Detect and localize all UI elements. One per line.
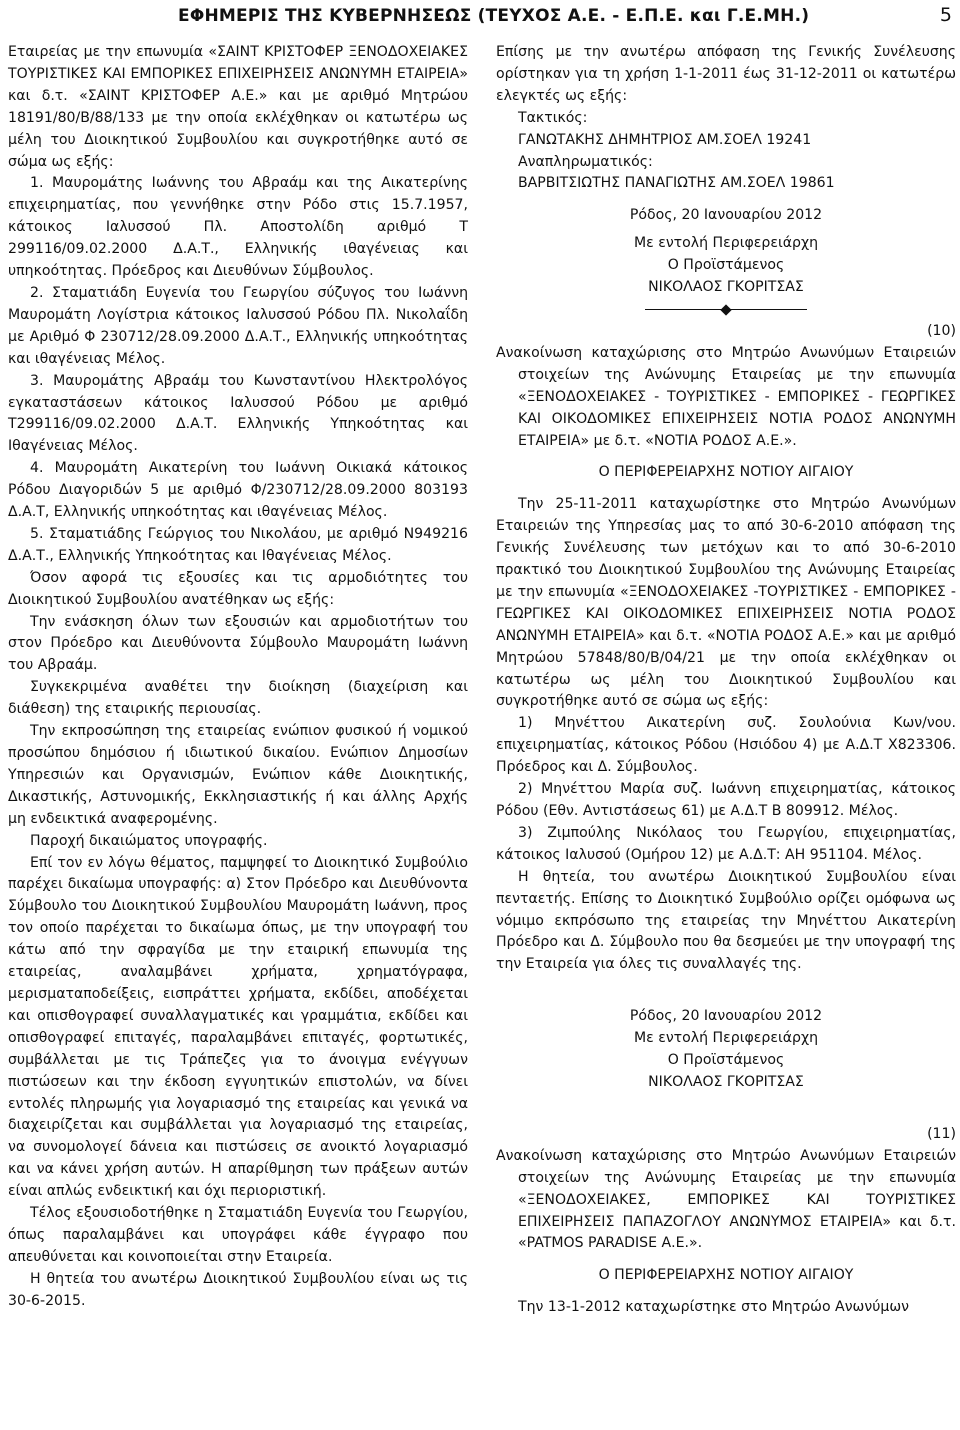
diamond-icon: [720, 304, 731, 315]
member-5: 5. Σταματιάδης Γεώργιος του Νικολάου, με αριθμό Ν949216 Δ.Α.Τ., Ελληνικής Υπηκοότητας και Ιθαγένειας Μέλος.: [8, 525, 468, 564]
auditor-label: Τακτικός:: [518, 109, 588, 126]
auditor-name: ΒΑΡΒΙΤΣΙΩΤΗΣ ΠΑΝΑΓΙΩΤΗΣ ΑΜ.ΣΟΕΛ 19861: [518, 175, 835, 192]
paragraph: Όσον αφορά τις εξουσίες και τις αρμοδιότητες του Διοικητικού Συμβουλίου ανατέθηκαν ως εξής:: [8, 569, 468, 608]
paragraph: Επί τον εν λόγω θέματος, παμψηφεί το Διοικητικό Συμβούλιο παρέχει δικαίωμα υπογραφής: α) Στον Πρόεδρο και Διευθύνοντα Σύμβουλο του Διοικητικού Συμβουλίου Μαυρομάτη Ιωάννη, προς τον οποίο παρέχεται το δικαίωμα όπως, με την υπογραφή του κάτω από την σφραγίδα με την εταιρική επωνυμία της εταιρείας, αναλαμβάνει χρήματα, χρηματόγραφα, μερισματαποδείξεις, εισπράττει χρήματα, εκδίδει, αποδέχεται και οπισθογραφεί συναλλαγματικές και γραμμάτια, εκδίδει και οπισθογραφεί επιταγές, παραλαμβάνει επιταγές, φορτωτικές, συμβάλλεται με τις Τράπεζες για το άνοιγμα ενέγγυων πιστώσεων και την έκδοση εγγυητικών επιστολών, να δίνει εντολές πληρωμής για λογαριασμό της εταιρείας και γενικά να διαχειρίζεται και συμβάλλεται για λογαριασμό της εταιρείας, να συνομολογεί δάνεια και πιστώσεις σε ανοικτό λογαριασμό και να κάνει χρήση αυτών. Η απαρίθμηση των πράξεων αυτών είναι απλώς ενδεικτική και όχι περιοριστική.: [8, 854, 468, 1200]
paragraph: Η θητεία του ανωτέρω Διοικητικού Συμβουλίου είναι ως τις 30-6-2015.: [8, 1270, 468, 1309]
member-3: 3. Μαυρομάτης Αβραάμ του Κωνσταντίνου Ηλεκτρολόγος εγκαταστάσεων κάτοικος Ιαλυσσού Ρόδου με αριθμό Τ299116/09.02.2000 Δ.Α.Τ. Ελληνικής Υπηκοότητας και Ιθαγένειας Μέλος.: [8, 372, 468, 455]
announcement-number: (11): [927, 1125, 956, 1142]
signature-role: Ο Προϊστάμενος: [667, 257, 785, 274]
member-4: 4. Μαυρομάτη Αικατερίνη του Ιωάννη Οικιακά κάτοικος Ρόδου Διαγοριδών 5 με αριθμό Φ/230712/28.09.2000 803193 Δ.Α.Τ, Ελληνικής υπηκοότητας και ιθαγένειας Μέλος.: [8, 460, 468, 521]
member-3: 3) Ζιμπούλης Νικόλαος του Γεωργίου, επιχειρηματίας, κάτοικος Ιαλυσού (Ομήρου 12) με Α.Δ.Τ: ΑΗ 951104. Μέλος.: [496, 824, 956, 863]
gazette-title: ΕΦΗΜΕΡΙΣ ΤΗΣ ΚΥΒΕΡΝΗΣΕΩΣ (ΤΕΥΧΟΣ Α.Ε. - Ε.Π.Ε. και Γ.Ε.ΜΗ.): [178, 6, 810, 26]
section-heading: Ο ΠΕΡΙΦΕΡΕΙΑΡΧΗΣ ΝΟΤΙΟΥ ΑΙΓΑΙΟΥ: [598, 464, 854, 481]
page-header: [0, 0, 960, 38]
paragraph: Την ενάσκηση όλων των εξουσιών και αρμοδιοτήτων του στον Πρόεδρο και Διευθύνοντα Σύμβουλο Μαυρομάτη Ιωάννη του Αβραάμ.: [8, 613, 468, 674]
auditor-name: ΓΑΝΩΤΑΚΗΣ ΔΗΜΗΤΡΙΟΣ ΑΜ.ΣΟΕΛ 19241: [518, 131, 812, 148]
paragraph: Επίσης με την ανωτέρω απόφαση της Γενικής Συνέλευσης ορίστηκαν για τη χρήση 1-1-2011 έως 31-12-2011 οι κατωτέρω ελεγκτές ως εξής:: [496, 44, 956, 104]
member-1: 1) Μηνέττου Αικατερίνη συζ. Σουλούνια Κων/νου. επιχειρηματίας, κάτοικος Ρόδου (Ησιόδου 4) με Α.Δ.Τ Χ823306. Πρόεδρος και Δ. Σύμβουλος.: [496, 715, 956, 776]
member-2: 2) Μηνέττου Μαρία συζ. Ιωάννη επιχειρηματίας, κάτοικος Ρόδου (Εθν. Αντιστάσεως 61) με Α.Δ.Τ Β 809912. Μέλος.: [496, 781, 956, 819]
signature-role: Ο Προϊστάμενος: [667, 1052, 785, 1069]
signature-order: Με εντολή Περιφερειάρχη: [633, 235, 819, 252]
paragraph: Παροχή δικαιώματος υπογραφής.: [30, 832, 268, 849]
paragraph: Την εκπροσώπηση της εταιρείας ενώπιον φυσικού ή νομικού προσώπου δημόσιου ή ιδιωτικού δικαίου. Ενώπιον Δημοσίων Υπηρεσιών και Οργανισμών, Ενώπιον κάθε Διοικητικής, Δικαστικής, Αστυνομικής, Εκκλησιαστικής ή και άλλης Αρχής μη ενδεικτικά αναφερομένης.: [8, 723, 468, 827]
signature-date: Ρόδος, 20 Ιανουαρίου 2012: [629, 1008, 823, 1025]
signature-date: Ρόδος, 20 Ιανουαρίου 2012: [629, 207, 823, 224]
paragraph: Τέλος εξουσιοδοτήθηκε η Σταματιάδη Ευγενία του Γεωργίου, όπως παραλαμβάνει και υπογράφει κάθε έγγραφο που απευθύνεται και κοινοποιείται στην Εταιρεία.: [8, 1205, 468, 1265]
signature-order: Με εντολή Περιφερειάρχη: [633, 1030, 819, 1047]
paragraph: Την 13-1-2012 καταχωρίστηκε στο Μητρώο Ανωνύμων: [518, 1299, 910, 1316]
announcement-title: Ανακοίνωση καταχώρισης στο Μητρώο Ανωνύμων Εταιρειών στοιχείων της Ανώνυμης Εταιρείας με την επωνυμία «ΞΕΝΟΔΟΧΕΙΑΚΕΣ - ΤΟΥΡΙΣΤΙΚΕΣ - ΕΜΠΟΡΙΚΕΣ - ΓΕΩΡΓΙΚΕΣ ΚΑΙ ΟΙΚΟΔΟΜΙΚΕΣ ΕΠΙΧΕΙΡΗΣΕΙΣ ΝΟΤΙΑ ΡΟΔΟΣ ΑΝΩΝΥΜΗ ΕΤΑΙΡΕΙΑ» με δ.τ. «ΝΟΤΙΑ ΡΟΔΟΣ Α.Ε.».: [496, 344, 956, 449]
paragraph: Εταιρείας με την επωνυμία «ΣΑΙΝΤ ΚΡΙΣΤΟΦΕΡ ΞΕΝΟΔΟΧΕΙΑΚΕΣ ΤΟΥΡΙΣΤΙΚΕΣ ΚΑΙ ΕΜΠΟΡΙΚΕΣ ΕΠΙΧΕΙΡΗΣΕΙΣ ΑΝΩΝΥΜΗ ΕΤΑΙΡΕΙΑ» και δ.τ. «ΣΑΙΝΤ ΚΡΙΣΤΟΦΕΡ Α.Ε.» και με αριθμό Μητρώου 18191/80/Β/88/133 με την οποία εκλέχθηκαν οι κατωτέρω ως μέλη του Διοικητικού Συμβουλίου και συγκροτήθηκε αυτό σε σώμα ως εξής:: [8, 44, 468, 170]
member-2: 2. Σταματιάδη Ευγενία του Γεωργίου σύζυγος του Ιωάννη Μαυρομάτη Λογίστρια κάτοικος Ιαλυσσού Ρόδου Πλ. Νικολαΐδη με Αριθμό Φ 230712/28.09.2000 Δ.Α.Τ., Ελληνικής υπηκοότητας και ιθαγένειας Μέλος.: [8, 284, 468, 367]
left-column: [8, 42, 468, 1313]
section-divider: [496, 299, 956, 321]
paragraph: Την 25-11-2011 καταχωρίστηκε στο Μητρώο Ανωνύμων Εταιρειών της Υπηρεσίας μας το από 30-6-2010 απόφαση της Γενικής Συνέλευσης των μετόχων και το από 30-6-2010 πρακτικό του Διοικητικού Συμβουλίου της Ανώνυμης Εταιρείας με την επωνυμία «ΞΕΝΟΔΟΧΕΙΑΚΕΣ -ΤΟΥΡΙΣΤΙΚΕΣ - ΕΜΠΟΡΙΚΕΣ - ΓΕΩΡΓΙΚΕΣ ΚΑΙ ΟΙΚΟΔΟΜΙΚΕΣ ΕΠΙΧΕΙΡΗΣΕΙΣ ΝΟΤΙΑ ΡΟΔΟΣ ΑΝΩΝΥΜΗ ΕΤΑΙΡΕΙΑ» και δ.τ. «ΝΟΤΙΑ ΡΟΔΟΣ Α.Ε.» και με αριθμό Μητρώου 57848/80/Β/04/21 με την οποία εκλέχθηκαν οι κατωτέρω ως μέλη του Διοικητικού Συμβουλίου και συγκροτήθηκε αυτό σε σώμα ως εξής:: [496, 496, 956, 710]
auditor-label: Αναπληρωματικός:: [518, 153, 653, 170]
page-number: 5: [939, 4, 952, 26]
announcement-title: Ανακοίνωση καταχώρισης στο Μητρώο Ανωνύμων Εταιρειών στοιχείων της Ανώνυμης Εταιρείας με την επωνυμία «ΞΕΝΟΔΟΧΕΙΑΚΕΣ, ΕΜΠΟΡΙΚΕΣ ΚΑΙ ΤΟΥΡΙΣΤΙΚΕΣ ΕΠΙΧΕΙΡΗΣΕΙΣ ΠΑΠΑΖΟΓΛΟΥ ΑΝΩΝΥΜΟΣ ΕΤΑΙΡΕΙΑ» και δ.τ. «PATMOS PARADISE Α.Ε.».: [496, 1147, 956, 1252]
right-column: [496, 42, 956, 1319]
announcement-number: (10): [927, 322, 956, 339]
signature-name: ΝΙΚΟΛΑΟΣ ΓΚΟΡΙΤΣΑΣ: [648, 1073, 804, 1090]
paragraph: Συγκεκριμένα αναθέτει την διοίκηση (διαχείριση και διάθεση) της εταιρικής περιουσίας.: [8, 679, 468, 718]
signature-name: ΝΙΚΟΛΑΟΣ ΓΚΟΡΙΤΣΑΣ: [648, 279, 804, 296]
section-heading: Ο ΠΕΡΙΦΕΡΕΙΑΡΧΗΣ ΝΟΤΙΟΥ ΑΙΓΑΙΟΥ: [598, 1267, 854, 1284]
member-1: 1. Μαυρομάτης Ιωάννης του Αβραάμ και της Αικατερίνης επιχειρηματίας, που γεννήθηκε στην Ρόδο στις 15.7.1957, κάτοικος Ιαλυσσού Πλ. Αποστολίδη αριθμό Τ 299116/09.02.2000 Δ.Α.Τ., Ελληνικής ιθαγένειας και υπηκοότητας. Πρόεδρος και Διευθύνων Σύμβουλος.: [8, 175, 468, 280]
paragraph: Η θητεία, του ανωτέρω Διοικητικού Συμβουλίου είναι πενταετής. Επίσης το Διοικητικό Συμβούλιο ορίζει ομόφωνα ως νόμιμο εκπρόσωπο της εταιρείας την Μηνέττου Αικατερίνη Πρόεδρο και Δ. Σύμβουλο που θα δεσμεύει με την υπογραφή της την Εταιρεία για όλες τις συναλλαγές της.: [496, 868, 956, 973]
